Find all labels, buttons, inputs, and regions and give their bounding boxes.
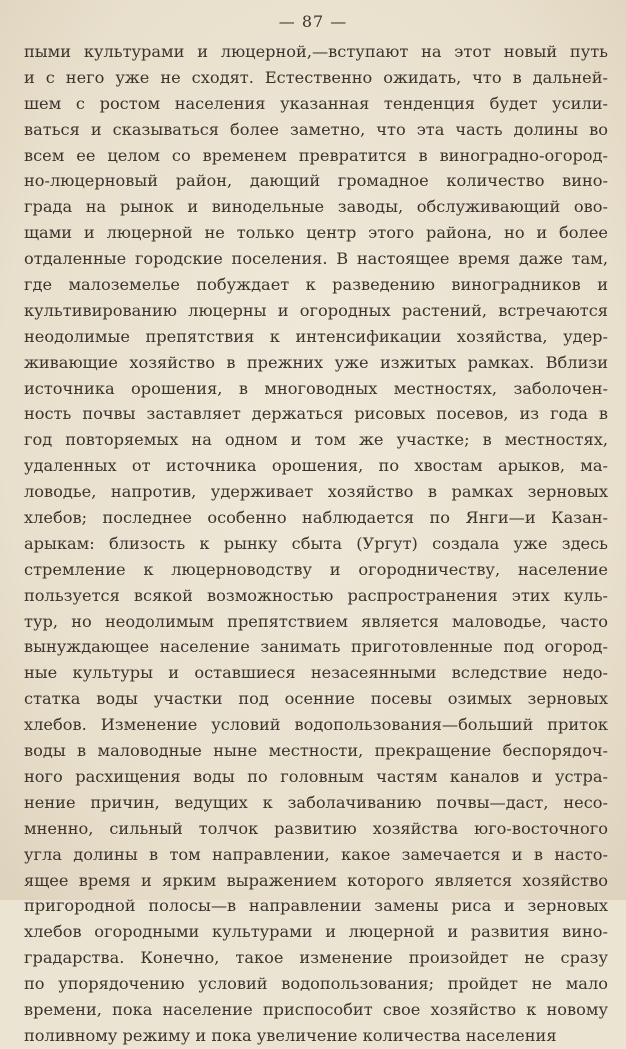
text-line: пригородной полосы—в направлении замены риса и зерновых [24,896,608,916]
text-line: времени, пока население приспособит свое хозяйство к новому [24,999,608,1019]
text-line: но-люцерновый район, дающий громадное количество вино- [24,171,608,191]
text-line: ного расхищения воды по головным частям каналов и устра- [24,766,608,786]
text-line: стремление к люцерноводству и огородничеству, население [24,559,608,579]
text-line: тур, но неодолимым препятствием является маловодье, часто [24,611,608,631]
text-line: год повторяемых на одном и том же участке; в местностях, [24,430,608,450]
text-line: пыми культурами и люцерной,—вступают на этот новый путь [24,42,608,61]
text-line: поливному режиму и пока увеличение количества населения [24,1025,557,1045]
text-line: пользуется всякой возможностью распространения этих куль- [24,585,608,605]
page-number: — 87 — [278,12,348,31]
text-line: хлебов огородными культурами и люцерной и развития вино- [24,922,608,942]
text-line: отдаленные городские поселения. В настоящее время даже там, [24,249,608,269]
text-line: нение причин, ведущих к заболачиванию почвы—даст, несо- [24,792,608,812]
text-line: вынуждающее население занимать приготовленные под огород- [24,637,608,657]
text-line: ловодье, напротив, удерживает хозяйство в рамках зерновых [24,482,608,502]
text-line: статка воды участки под осенние посевы озимых зерновых [24,689,608,709]
text-line: хлебов; последнее особенно наблюдается по Янги—и Казан- [24,508,608,528]
text-line: по упорядочению условий водопользования; пройдет не мало [24,974,608,994]
text-line: шем с ростом населения указанная тенденция будет усили- [24,93,608,113]
text-line: градарства. Конечно, такое изменение произойдет не сразу [24,948,608,968]
text-line: воды в маловодные ныне местности, прекращение беспорядоч- [24,741,608,761]
text-line: града на рынок и винодельные заводы, обслуживающий ово- [24,197,608,217]
text-line: хлебов. Изменение условий водопользования—больший приток [24,715,608,735]
text-line: мненно, сильный толчок развитию хозяйства юго-восточного [24,818,608,838]
text-line: удаленных от источника орошения, по хвостам арыков, ма- [24,456,608,476]
text-line: щами и люцерной не только центр этого района, но и более [24,223,608,243]
text-line: всем ее целом со временем превратится в виноградно-огород- [24,145,608,165]
text-line: ность почвы заставляет держаться рисовых посевов, из года в [24,404,608,424]
text-line: и с него уже не сходят. Естественно ожидать, что в дальней- [24,67,608,87]
text-line: живающие хозяйство в прежних уже изжитых рамках. Вблизи [24,352,608,372]
text-line: угла долины в том направлении, какое замечается и в насто- [24,844,608,864]
text-line: ящее время и ярким выражением которого является хозяйство [24,870,608,890]
text-line: ные культуры и оставшиеся незасеянными вследствие недо- [24,663,608,683]
body-text [24,39,608,1049]
text-line: неодолимые препятствия к интенсификации хозяйства, удер- [24,326,608,346]
text-line: культивированию люцерны и огородных растений, встречаются [24,300,608,320]
text-line: арыкам: близость к рынку сбыта (Ургут) создала уже здесь [24,533,608,553]
text-line: источника орошения, в многоводных местностях, заболочен- [24,378,608,398]
text-line: ваться и сказываться более заметно, что эта часть долины во [24,119,608,139]
text-line: где малоземелье побуждает к разведению виноградников и [24,275,608,295]
